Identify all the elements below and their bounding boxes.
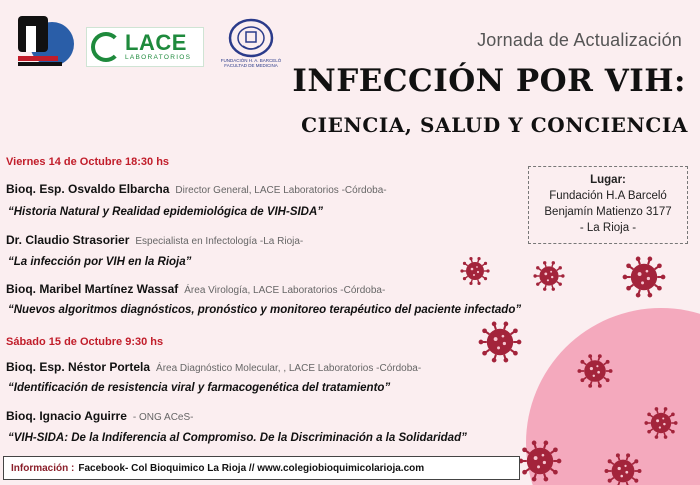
footer-info-box [3, 456, 520, 480]
venue-box [528, 166, 688, 244]
speaker-name-text: Bioq. Esp. Néstor Portela [6, 360, 151, 374]
virus-icon [478, 320, 522, 364]
speaker-name-text: Bioq. Ignacio Aguirre [6, 409, 127, 423]
speaker-role: Director General, LACE Laboratorios -Córdoba- [175, 185, 387, 196]
speaker-role: Área Diagnóstico Molecular, , LACE Laboratorios -Córdoba- [156, 363, 422, 374]
facultad-medicina-logo [218, 18, 284, 78]
lace-logo [86, 27, 204, 67]
day2-date: Sábado 15 de Octubre 9:30 hs [6, 336, 164, 348]
virus-icon [577, 353, 613, 389]
talk-title: “Historia Natural y Realidad epidemiológica de VIH-SIDA” [8, 206, 324, 218]
talk-title: “La infección por VIH en la Rioja” [8, 256, 192, 268]
virus-icon [533, 260, 565, 292]
virus-icon [460, 256, 490, 286]
talk-title: “Identificación de resistencia viral y farmacogenética del tratamiento” [8, 382, 391, 394]
main-title: INFECCIÓN POR VIH: [292, 63, 686, 99]
facultad-seal-icon [228, 18, 274, 58]
day1-date: Viernes 14 de Octubre 18:30 hs [6, 156, 170, 168]
virus-icon [518, 439, 562, 483]
speaker-name-text: Dr. Claudio Strasorier [6, 233, 130, 247]
facultad-line2: FACULTAD DE MEDICINA [224, 62, 278, 68]
venue-line2: Benjamín Matienzo 3177 [544, 206, 672, 218]
speaker-role: - ONG ACeS- [132, 412, 194, 423]
speaker-role: Área Virología, LACE Laboratorios -Córdoba- [184, 285, 386, 296]
speaker-name-text: Bioq. Maribel Martínez Wassaf [6, 282, 179, 296]
speaker-name [6, 182, 387, 196]
subtitle: CIENCIA, SALUD Y CONCIENCIA [301, 113, 688, 137]
virus-icon [604, 452, 642, 485]
speaker-role: Especialista en Infectología -La Rioja- [135, 236, 304, 247]
event-type: Jornada de Actualización [477, 30, 682, 50]
lace-logo-sub: LABORATORIOS [125, 54, 192, 62]
venue-line1: Fundación H.A Barceló [549, 190, 667, 202]
footer-text: Facebook- Col Bioquimico La Rioja // www.colegiobioquimicolarioja.com [78, 462, 425, 474]
speaker-name [6, 360, 421, 374]
colegio-bioquimico-logo [16, 14, 74, 72]
venue-title: Lugar: [590, 174, 626, 186]
speaker-name [6, 282, 385, 296]
talk-title: “Nuevos algoritmos diagnósticos, pronóstico y monitoreo terapéutico del paciente infectado” [8, 304, 522, 316]
venue-line3: - La Rioja - [579, 222, 637, 234]
speaker-name-text: Bioq. Esp. Osvaldo Elbarcha [6, 182, 170, 196]
footer-label: Información : [11, 462, 75, 474]
talk-title: “VIH-SIDA: De la Indiferencia al Compromiso. De la Discriminación a la Solidaridad” [8, 432, 467, 444]
facultad-line1: FUNDACIÓN H. A. BARCELÓ [220, 58, 282, 63]
virus-icon [644, 406, 678, 440]
lace-logo-name: LACE [125, 30, 187, 56]
virus-icon [622, 255, 666, 299]
speaker-name [6, 409, 193, 423]
lace-logo-mark [91, 32, 121, 62]
speaker-name [6, 233, 303, 247]
